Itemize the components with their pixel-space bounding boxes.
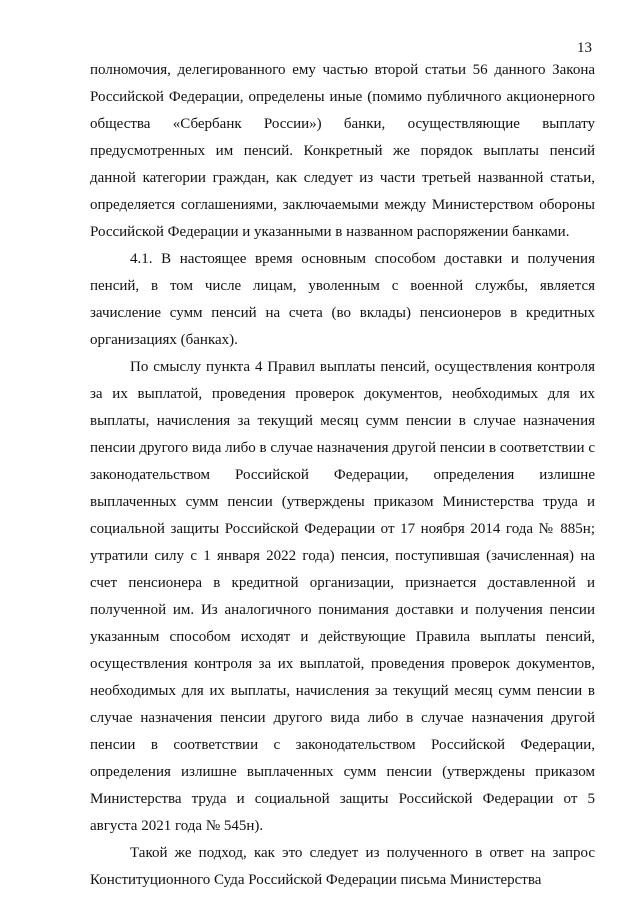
document-body — [90, 57, 595, 894]
page-number: 13 — [577, 40, 592, 56]
paragraph-same-approach: Такой же подход, как это следует из полученного в ответ на запрос Конституционного Суда Российской Федерации письма Министерства — [90, 845, 595, 888]
paragraph-section-4-1: 4.1. В настоящее время основным способом доставки и получения пенсий, в том числе лицам, уволенным с военной службы, является зачисление сумм пенсий на счета (во вклады) пенсионеров в кредитных организациях (банках). — [90, 251, 595, 348]
paragraph-continuation: полномочия, делегированного ему частью второй статьи 56 данного Закона Российской Федерации, определены иные (помимо публичного акционерного общества «Сбербанк России») банки, осуществляющие выплату предусмотренных им пенсий. Конкретный же порядок выплаты пенсий данной категории граждан, как следует из части третьей названной статьи, определяется соглашениями, заключаемыми между Министерством обороны Российской Федерации и указанными в названном распоряжении банками. — [90, 62, 595, 240]
paragraph-pension-rules: По смыслу пункта 4 Правил выплаты пенсий, осуществления контроля за их выплатой, проведения проверок документов, необходимых для их выплаты, начисления за текущий месяц сумм пенсии в случае назначения пенсии другого вида либо в случае назначения другой пенсии в соответствии с законодательством Российской Федерации, определения излишне выплаченных сумм пенсии (утверждены приказом Министерства труда и социальной защиты Российской Федерации от 17 ноября 2014 года № 885н; утратили силу с 1 января 2022 года) пенсия, поступившая (зачисленная) на счет пенсионера в кредитной организации, признается доставленной и полученной им. Из аналогичного понимания доставки и получения пенсии указанным способом исходят и действующие Правила выплаты пенсий, осуществления контроля за их выплатой, проведения проверок документов, необходимых для их выплаты, начисления за текущий месяц сумм пенсии в случае назначения пенсии другого вида либо в случае назначения другой пенсии в соответствии с законодательством Российской Федерации, определения излишне выплаченных сумм пенсии (утверждены приказом Министерства труда и социальной защиты Российской Федерации от 5 августа 2021 года № 545н). — [90, 359, 595, 834]
